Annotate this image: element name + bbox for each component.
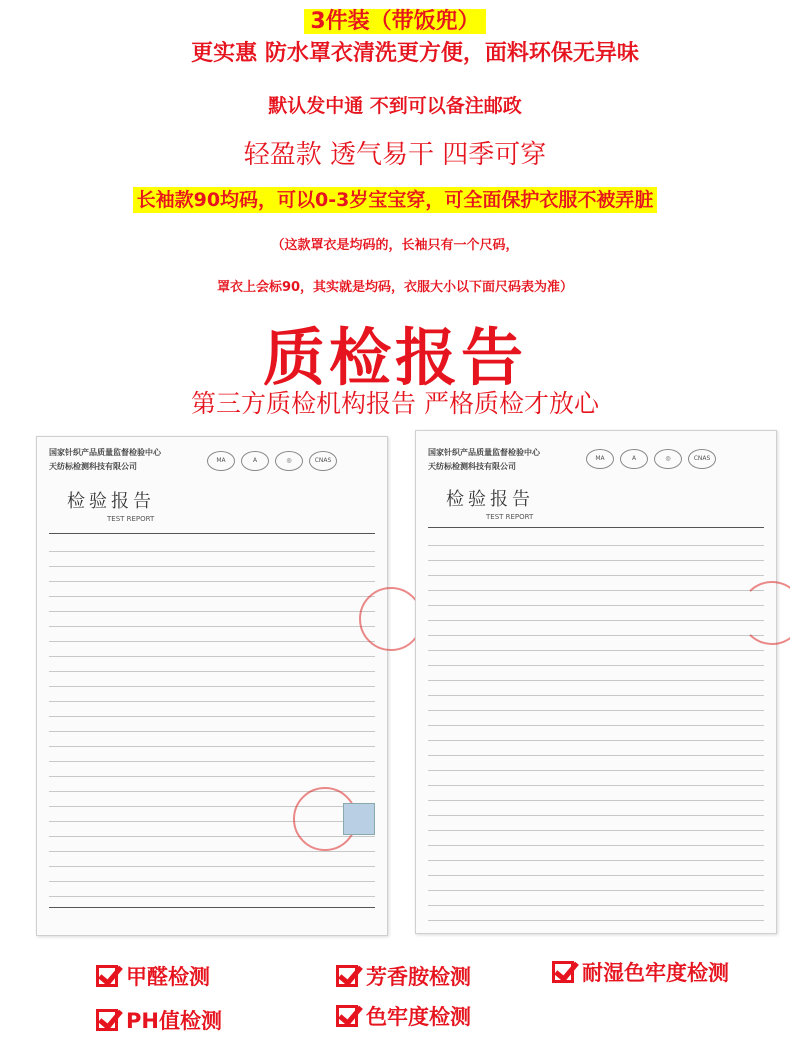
report-org-name: 国家针织产品质量监督检验中心 [428, 448, 540, 457]
check-formaldehyde: 甲醛检测 [96, 961, 210, 991]
qr-code [343, 803, 375, 835]
section-subtitle: 第三方质检机构报告 严格质检才放心 [191, 389, 599, 418]
cal-logo-icon: A [620, 449, 648, 469]
checkbox-checked-icon [336, 965, 358, 987]
checkbox-checked-icon [336, 1005, 358, 1027]
ilac-logo-icon: ◎ [275, 451, 303, 471]
report-subtitle: TEST REPORT [486, 513, 534, 521]
promo-line-features: 轻盈款 透气易干 四季可穿 [243, 140, 547, 170]
checkbox-checked-icon [552, 961, 574, 983]
report-subtitle: TEST REPORT [107, 515, 155, 523]
cnas-logo-icon: CNAS [688, 449, 716, 469]
check-ph: PH值检测 [96, 1005, 222, 1035]
check-wet-colorfastness: 耐湿色牢度检测 [552, 957, 729, 987]
test-report-page-2 [415, 430, 777, 934]
section-title: 质检报告 [262, 321, 527, 394]
promo-line-shipping: 默认发中通 不到可以备注邮政 [268, 95, 522, 117]
red-stamp [359, 587, 423, 651]
promo-note-1: （这款罩衣是均码的，长袖只有一个尺码， [271, 238, 519, 253]
promo-line-benefits: 更实惠 防水罩衣清洗更方便，面料环保无异味 [191, 41, 639, 66]
cnas-logo-icon: CNAS [309, 451, 337, 471]
certification-logos [586, 449, 716, 469]
promo-line-size: 长袖款90均码，可以0-3岁宝宝穿，可全面保护衣服不被弄脏 [0, 185, 790, 212]
report-org-company: 天纺标检测科技有限公司 [49, 462, 137, 471]
check-aromatic-amine: 芳香胺检测 [336, 961, 471, 991]
check-colorfastness: 色牢度检测 [336, 1001, 471, 1031]
cma-logo-icon: MA [586, 449, 614, 469]
report-org-name: 国家针织产品质量监督检验中心 [49, 448, 161, 457]
cma-logo-icon: MA [207, 451, 235, 471]
cal-logo-icon: A [241, 451, 269, 471]
checkbox-checked-icon [96, 1009, 118, 1031]
promo-pack-label: 3件装（带饭兜） [0, 4, 790, 35]
test-report-page-1 [36, 436, 388, 936]
results-table [428, 531, 764, 921]
ilac-logo-icon: ◎ [654, 449, 682, 469]
checkbox-checked-icon [96, 965, 118, 987]
report-title: 检验报告 [446, 489, 534, 510]
promo-note-2: 罩衣上会标90，其实就是均码，衣服大小以下面尺码表为准） [216, 280, 574, 295]
report-title: 检验报告 [67, 491, 155, 512]
report-org-company: 天纺标检测科技有限公司 [428, 462, 516, 471]
certification-logos [207, 451, 337, 471]
